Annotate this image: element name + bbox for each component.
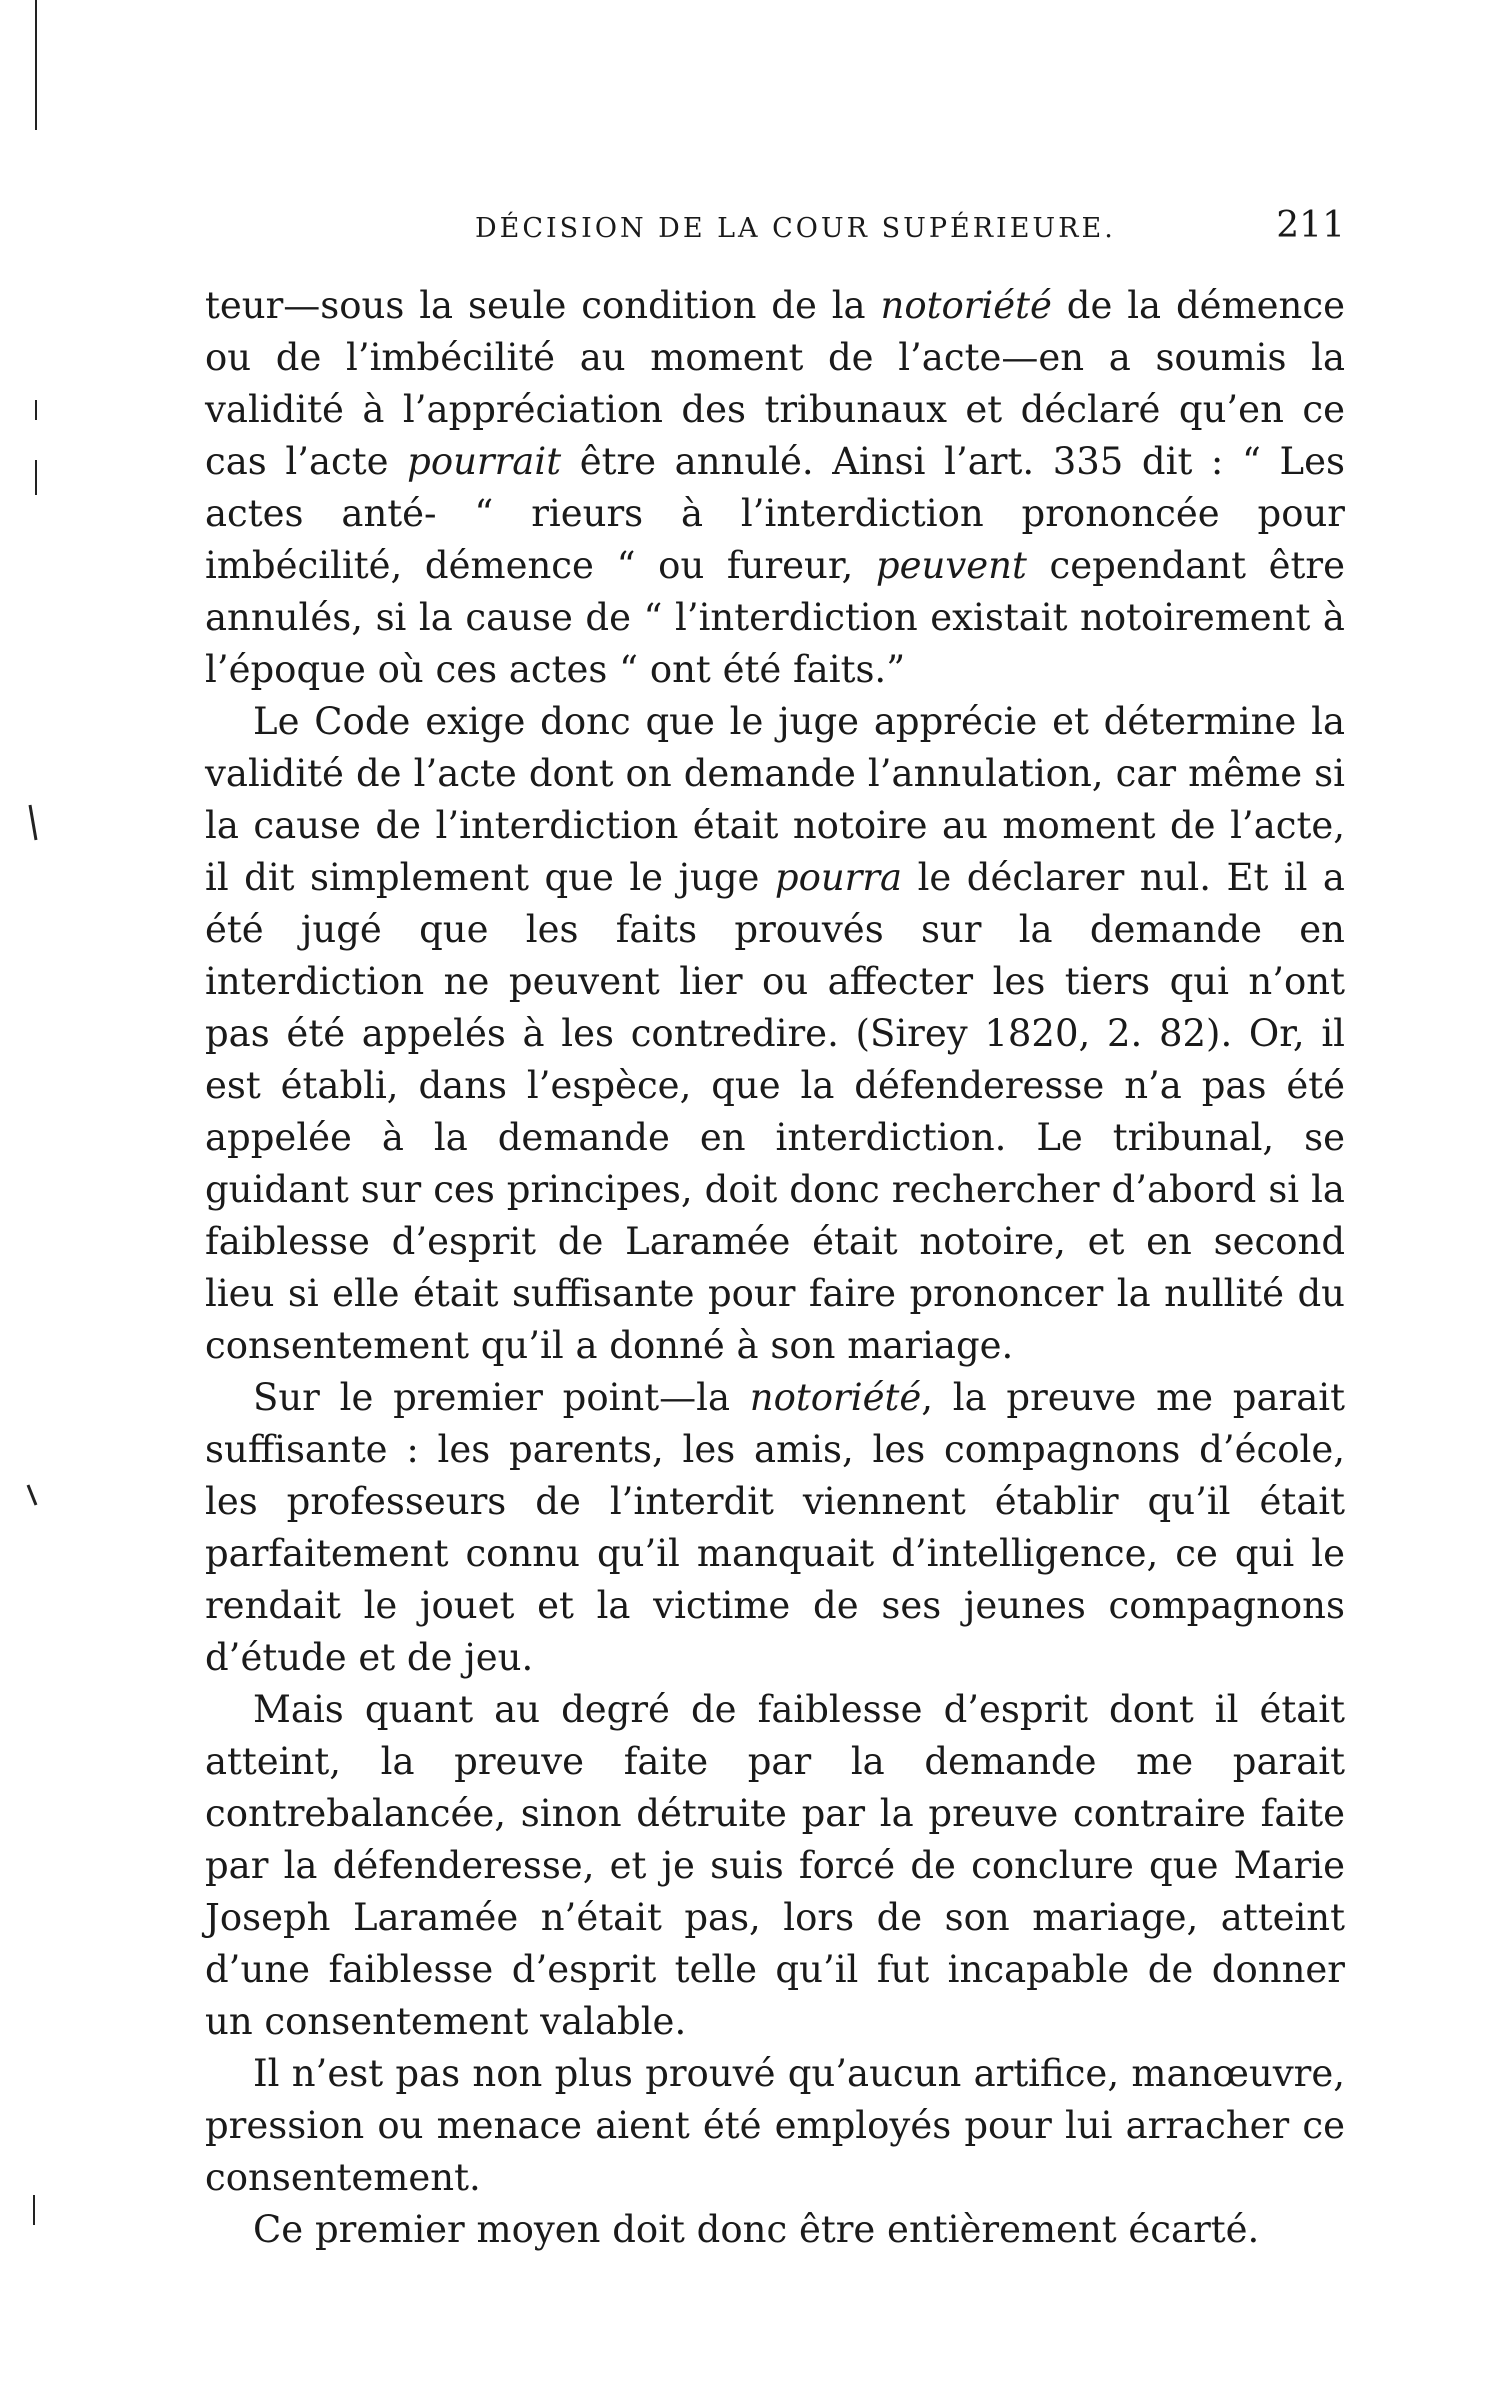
- paragraph-2: [205, 696, 1345, 1372]
- text-run: teur—sous la seule condition de la: [205, 284, 881, 327]
- italic-term: notoriété: [880, 284, 1052, 327]
- text-run: , la preuve me parait suffisante : les parents, les amis, les compagnons d’école, les professeurs de l’interdit viennent établir qu’il était parfaitement connu qu’il manquait d’intelligence, ce qui le rendait le jouet et la victime de ses jeunes compagnons d’étude et de jeu.: [205, 1376, 1345, 1679]
- text-run: Sur le premier point—la: [253, 1376, 750, 1419]
- italic-term: peuvent: [875, 544, 1027, 587]
- italic-term: pourrait: [407, 440, 562, 483]
- paragraph-6: Ce premier moyen doit donc être entièrement écarté.: [253, 2208, 1260, 2251]
- page-number: 211: [1276, 205, 1345, 246]
- text-run: cependant être annulés, si la cause de “ l’interdiction existait notoirement à l’époque où ces actes “ ont été faits.”: [205, 544, 1345, 691]
- scan-mark: [30, 805, 36, 840]
- italic-term: pourra: [774, 856, 903, 899]
- text-run: de la démence ou de l’imbécilité au moment de l’acte—en a soumis la validité à l’appréciation des tribunaux et déclaré qu’en ce cas l’acte: [205, 284, 1345, 483]
- main-text: [205, 280, 1345, 2256]
- scan-margin-marks: [0, 0, 60, 2396]
- running-title: DÉCISION DE LA COUR SUPÉRIEURE.: [475, 213, 1116, 244]
- text-run: être annulé. Ainsi l’art. 335 dit : “ Les actes anté- “ rieurs à l’interdiction prononcée pour imbécilité, démence “ ou fureur,: [205, 440, 1345, 587]
- italic-term: notoriété: [749, 1376, 922, 1419]
- paragraph-5: Il n’est pas non plus prouvé qu’aucun artifice, manœuvre, pression ou menace aient été employés pour lui arracher ce consentement.: [205, 2052, 1345, 2199]
- paragraph-4: Mais quant au degré de faiblesse d’esprit dont il était atteint, la preuve faite par la demande me parait contrebalancée, sinon détruite par la preuve contraire faite par la défenderesse, et je suis forcé de conclure que Marie Joseph Laramée n’était pas, lors de son mariage, atteint d’une faiblesse d’esprit telle qu’il fut incapable de donner un consentement valable.: [205, 1688, 1345, 2043]
- paragraph-3: [205, 1372, 1345, 1684]
- text-run: le déclarer nul. Et il a été jugé que les faits prouvés sur la demande en interdiction ne peuvent lier ou affecter les tiers qui n’ont pas été appelés à les contredire. (Sirey 1820, 2. 82). Or, il est établi, dans l’espèce, que la défenderesse n’a pas été appelée à la demande en interdiction. Le tribunal, se guidant sur ces principes, doit donc rechercher d’abord si la faiblesse d’esprit de Laramée était notoire, et en second lieu si elle était suffisante pour faire prononcer la nullité du consentement qu’il a donné à son mariage.: [205, 856, 1345, 1367]
- scan-mark: [28, 1485, 36, 1505]
- text-run: Le Code exige donc que le juge apprécie et détermine la validité de l’acte dont on demande l’annulation, car même si la cause de l’interdiction était notoire au moment de l’acte, il dit simplement que le juge: [205, 700, 1345, 899]
- paragraph-1: [205, 280, 1345, 696]
- page-header: [205, 205, 1345, 265]
